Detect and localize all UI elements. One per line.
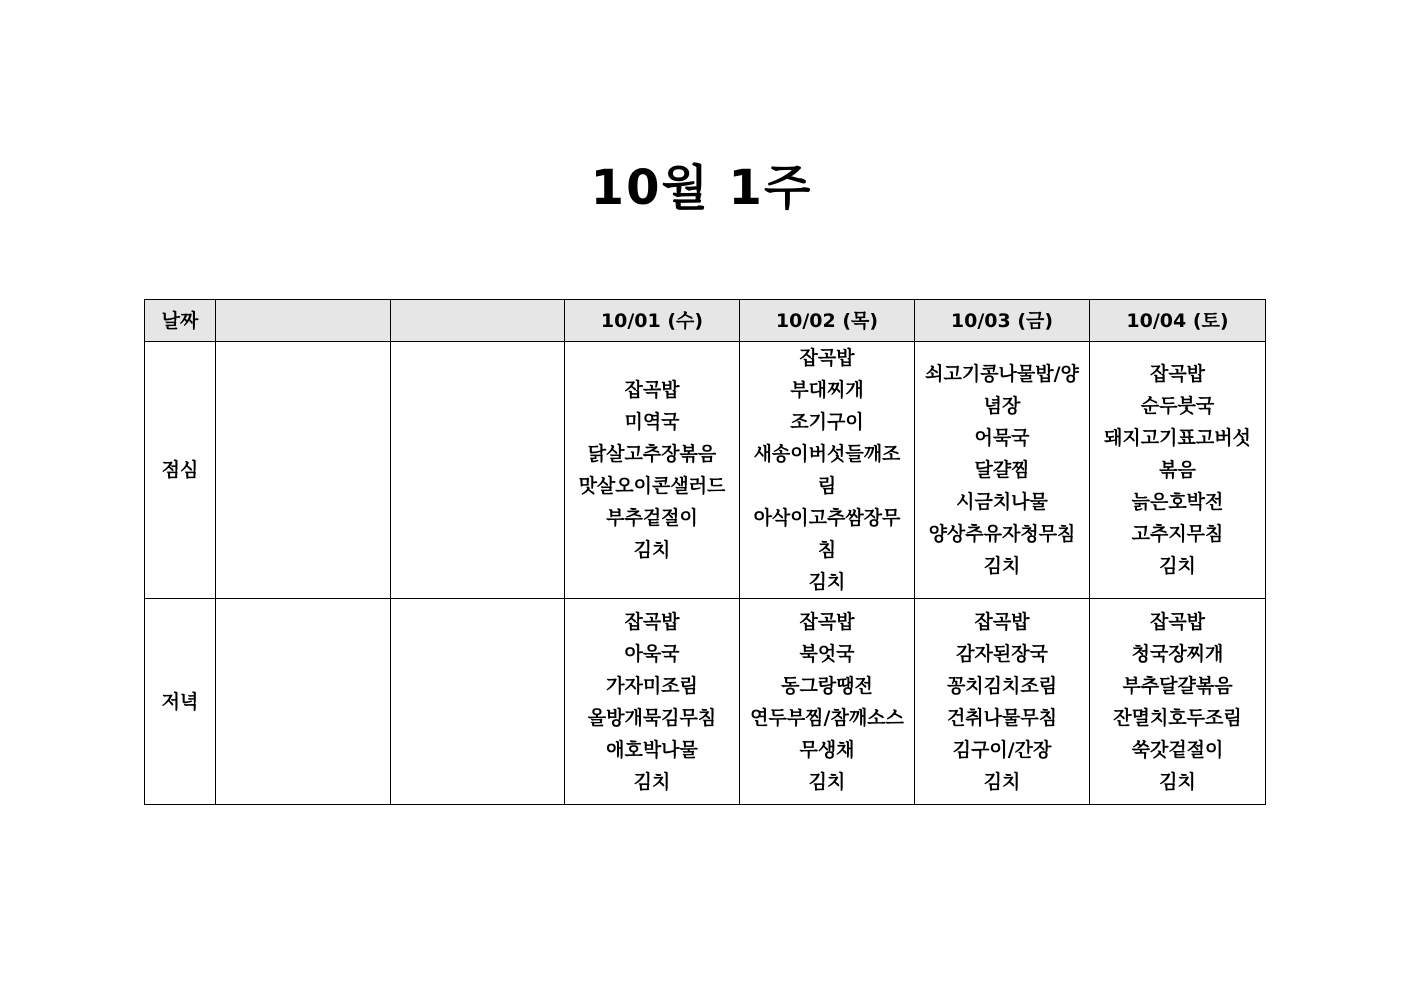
menu-cell <box>1090 342 1266 599</box>
menu-item: 쇠고기콩나물밥/양 <box>925 363 1079 385</box>
menu-item: 김치 <box>808 571 846 593</box>
lunch-row <box>145 342 1266 599</box>
menu-item: 맛살오이콘샐러드 <box>578 475 726 497</box>
header-row <box>145 300 1266 342</box>
menu-item: 잡곡밥 <box>1149 610 1206 633</box>
menu-item: 늙은호박전 <box>1131 491 1224 513</box>
menu-item: 연두부찜/참깨소스 <box>750 706 904 729</box>
menu-item: 잔멸치호두조림 <box>1113 706 1242 729</box>
page-title: 10월 1주 <box>590 160 813 216</box>
menu-item: 올방개묵김무침 <box>587 706 717 729</box>
menu-item: 돼지고기표고버섯 <box>1104 427 1251 449</box>
empty-cell <box>391 342 565 599</box>
menu-item: 달걀찜 <box>974 459 1030 481</box>
menu-item: 부추달걀볶음 <box>1122 674 1233 697</box>
menu-item: 김치 <box>633 539 671 561</box>
date-label-header: 날짜 <box>145 300 216 342</box>
menu-item: 미역국 <box>624 411 680 433</box>
meal-label-dinner: 저녁 <box>145 599 216 805</box>
menu-item: 청국장찌개 <box>1131 642 1224 665</box>
menu-item: 꽁치김치조림 <box>946 674 1058 697</box>
menu-item: 닭살고추장볶음 <box>587 443 717 465</box>
menu-item: 감자된장국 <box>956 642 1048 665</box>
menu-cell <box>565 599 740 805</box>
menu-item: 김치 <box>633 770 671 793</box>
blank-header-2 <box>391 300 565 342</box>
menu-cell <box>740 599 915 805</box>
menu-item: 침 <box>817 539 837 561</box>
menu-item: 잡곡밥 <box>624 379 680 401</box>
menu-item: 시금치나물 <box>956 491 1048 513</box>
menu-cell <box>915 342 1090 599</box>
menu-item: 잡곡밥 <box>974 610 1030 633</box>
day-header: 10/01 (수) <box>565 300 740 342</box>
menu-item: 볶음 <box>1159 459 1196 481</box>
blank-header-1 <box>216 300 391 342</box>
day-header: 10/03 (금) <box>915 300 1090 342</box>
menu-item: 어묵국 <box>974 427 1030 449</box>
menu-item: 김치 <box>1159 555 1196 577</box>
menu-item: 애호박나물 <box>606 738 698 761</box>
menu-table <box>144 299 1266 805</box>
menu-item: 잡곡밥 <box>799 610 855 633</box>
menu-item: 김치 <box>808 770 846 793</box>
menu-item: 부추겉절이 <box>606 507 698 529</box>
menu-item: 김치 <box>1159 770 1196 793</box>
menu-cell <box>915 599 1090 805</box>
menu-item: 고추지무침 <box>1131 523 1224 545</box>
menu-item: 김치 <box>983 770 1021 793</box>
menu-item: 동그랑땡전 <box>781 674 873 697</box>
menu-item: 가자미조림 <box>606 674 698 697</box>
meal-label-lunch: 점심 <box>145 342 216 599</box>
empty-cell <box>216 599 391 805</box>
menu-cell <box>740 342 915 599</box>
menu-item: 조기구이 <box>790 411 864 433</box>
menu-item: 림 <box>817 475 837 497</box>
menu-item: 무생채 <box>799 738 855 761</box>
menu-item: 아삭이고추쌈장무 <box>753 507 901 529</box>
menu-item: 잡곡밥 <box>624 610 680 633</box>
menu-item: 새송이버섯들깨조 <box>753 443 901 465</box>
day-header: 10/02 (목) <box>740 300 915 342</box>
menu-item: 아욱국 <box>624 642 680 665</box>
menu-cell <box>565 342 740 599</box>
menu-item: 김치 <box>983 555 1021 577</box>
menu-item: 김구이/간장 <box>952 738 1052 761</box>
menu-item: 잡곡밥 <box>1149 363 1206 385</box>
menu-item: 건취나물무침 <box>946 706 1058 729</box>
menu-item: 념장 <box>983 395 1021 417</box>
menu-item: 부대찌개 <box>790 379 864 401</box>
empty-cell <box>391 599 565 805</box>
empty-cell <box>216 342 391 599</box>
menu-cell <box>1090 599 1266 805</box>
menu-item: 잡곡밥 <box>799 347 855 369</box>
menu-item: 순두붓국 <box>1140 395 1215 417</box>
menu-item: 쑥갓겉절이 <box>1131 738 1224 761</box>
dinner-row <box>145 599 1266 805</box>
day-header: 10/04 (토) <box>1090 300 1266 342</box>
menu-item: 북엇국 <box>799 642 855 665</box>
menu-item: 양상추유자청무침 <box>928 523 1076 545</box>
